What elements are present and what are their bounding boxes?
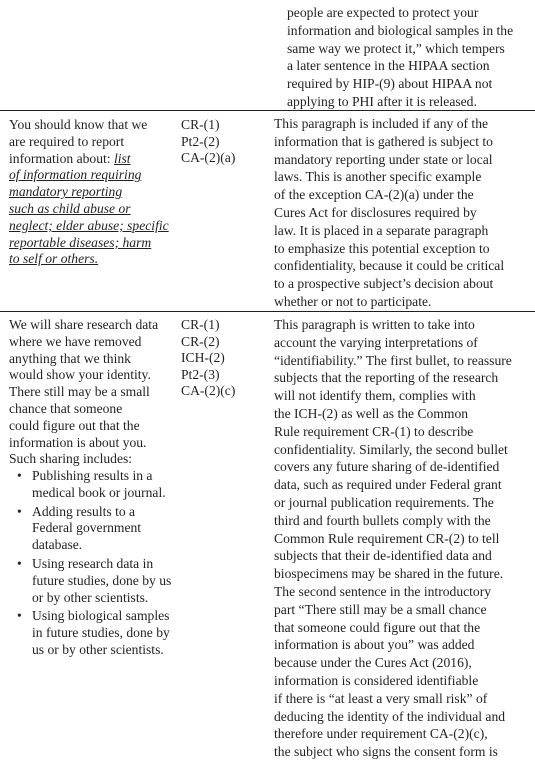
requirements-data-sharing: CR-(1) CR-(2) ICH-(2) Pt2-(3) CA-(2)(c): [181, 317, 236, 399]
list-item: • Using research data in future studies, done by us or by other scientists.: [14, 556, 180, 606]
consent-text-data-sharing: We will share research data where we have removed anything that we think would show your identity. There still may be a small chance that someone could figure out that the information is about you. Such sharing includes:: [9, 317, 159, 467]
requirements-mandatory-reporting: CR-(1) Pt2-(2) CA-(2)(a): [181, 117, 236, 166]
explanation-continued: people are expected to protect your information and biological samples in the same way we protect it,” which tempers a later sentence in the HIPAA section required by HIP-(9) about HIPAA not applying to PHI after it is released.: [287, 5, 514, 109]
row-divider: [0, 110, 535, 111]
explanation-mandatory-reporting: This paragraph is included if any of the information that is gathered is subject to mandatory reporting under state or local laws. This is another specific example of the exception CA-(2)(a) under the Cures Act for disclosures required by law. It is placed in a separate paragraph to emphasize this potential exception to confidentiality, because it could be critical to a prospective subject’s decision about whether or not to participate.: [274, 116, 505, 309]
explanation-data-sharing: This paragraph is written to take into account the varying interpretations of “identifiability.” The first bullet, to reassure subjects that the reporting of the research will not identify them, complies with the ICH-(2) as well as the Common Rule requirement CR-(1) to describe confidentiality. Similarly, the second bullet covers any future sharing of de-identified data, such as required under Federal grant or journal publication requirements. The third and fourth bullets comply with the Common Rule requirement CR-(2) to tell subjects that their de-identified data and biospecimens may be shared in the future. The second sentence in the introductory part “There still may be a small chance that someone could figure out that the information is about you” was added because under the Cures Act (2016), information is considered identifiable if there is “at least a very small risk” of deducing the identity of the individual and therefore under requirement CA-(2)(c), the subject who signs the consent form is: [274, 317, 512, 760]
consent-text-mandatory-reporting: [9, 117, 179, 268]
row-divider: [0, 311, 535, 312]
consent-intro: You should know that we are required to report information about:: [9, 117, 148, 166]
list-item: • Publishing results in a medical book or journal.: [14, 468, 180, 502]
mandatory-reporting-placeholder: list of information requiring mandatory reporting such as child abuse or neglect; elder abuse; specific reportable diseases; harm to self or others.: [9, 150, 169, 267]
list-item: • Adding results to a Federal government database.: [14, 504, 180, 554]
list-item: • Using biological samples in future studies, done by us or by other scientists.: [14, 608, 180, 658]
sharing-bullet-list: [14, 468, 180, 661]
